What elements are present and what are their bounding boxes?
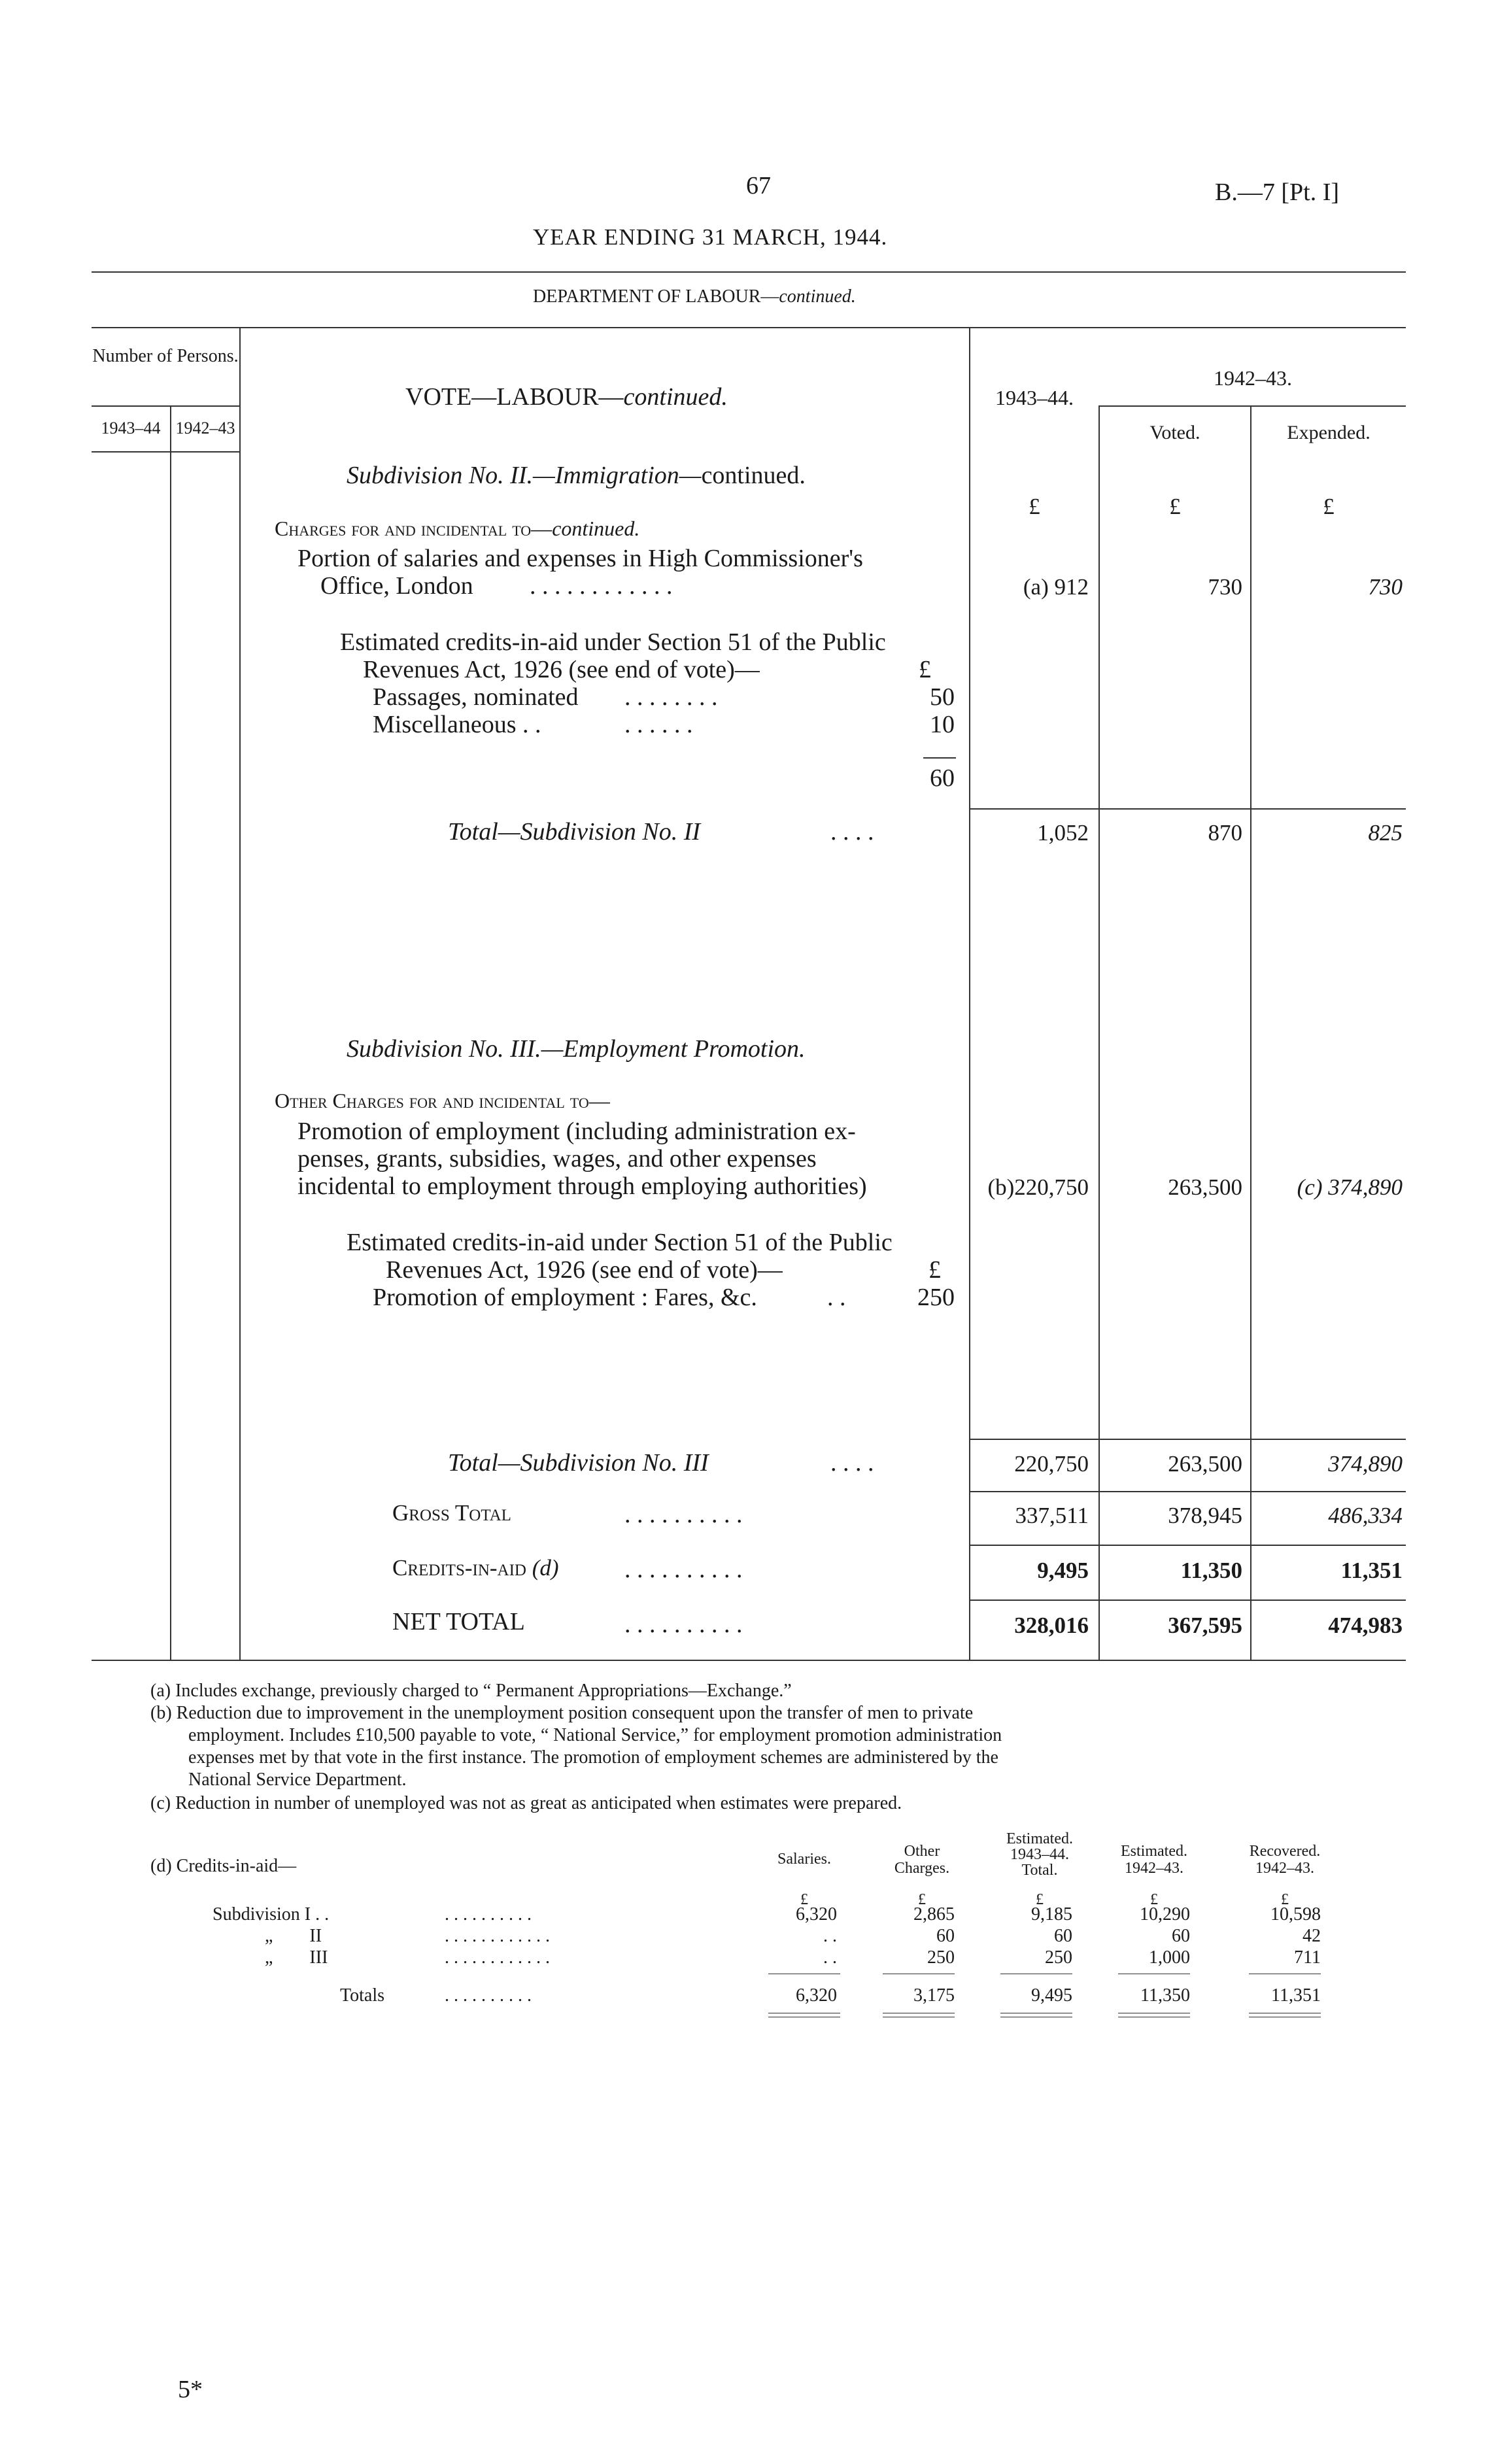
page-title: YEAR ENDING 31 MARCH, 1944. bbox=[533, 224, 888, 250]
col-divider-persons bbox=[239, 327, 241, 1661]
sub3-item-voted: 263,500 bbox=[1168, 1174, 1242, 1200]
pound-expended: £ bbox=[1323, 494, 1335, 519]
net-total-dots: . . . . . . . . . . bbox=[624, 1611, 743, 1638]
sub2-item-line2: Office, London bbox=[320, 572, 473, 600]
sub3-credit1-dots: . . bbox=[827, 1284, 846, 1311]
credits-totals-est43: 11,350 bbox=[1140, 1985, 1190, 2006]
credits-totals-est44: 9,495 bbox=[1031, 1985, 1072, 2006]
sub2-credit1-dots: . . . . . . . . bbox=[624, 683, 718, 711]
sub2-item-dots: . . . . . . . . . . . . bbox=[530, 572, 673, 600]
footnote-b: (b) Reduction due to improvement in the unemployment position consequent upon the transfer of men to private bbox=[150, 1703, 974, 1723]
sub3-item-1943: (b)220,750 bbox=[987, 1174, 1089, 1200]
footnote-b-line2: employment. Includes £10,500 payable to vote, “ National Service,” for employment promotion administration bbox=[188, 1725, 1002, 1745]
credits-rec-header: Recovered. 1942–43. bbox=[1249, 1843, 1321, 1877]
sub3-total-label: Total—Subdivision No. III bbox=[448, 1449, 709, 1477]
credits-in-aid-1943: 9,495 bbox=[1037, 1558, 1089, 1583]
credits-pound-rec: £ bbox=[1281, 1891, 1289, 1908]
expended-header: Expended. bbox=[1287, 422, 1370, 443]
credits-in-aid-expended: 11,351 bbox=[1340, 1558, 1403, 1583]
credits-row-dots: . . . . . . . . . . . . bbox=[445, 1926, 550, 1946]
sub2-credit2-label: Miscellaneous . . bbox=[373, 711, 541, 738]
credits-totals-salaries: 6,320 bbox=[796, 1985, 837, 2006]
credits-row-other: 60 bbox=[936, 1926, 955, 1946]
persons-subheader-rule bbox=[92, 405, 239, 407]
credits-totals-other: 3,175 bbox=[913, 1985, 955, 2006]
sub3-total-voted: 263,500 bbox=[1168, 1451, 1242, 1477]
credits-row-label: Subdivision I . . bbox=[213, 1904, 330, 1925]
net-total-voted: 367,595 bbox=[1168, 1613, 1242, 1638]
sub2-total-rule bbox=[970, 808, 1406, 810]
persons-1942-header: 1942–43 bbox=[175, 419, 235, 437]
net-total-1943: 328,016 bbox=[1014, 1613, 1089, 1638]
credits-row-dots: . . . . . . . . . . . . bbox=[445, 1947, 550, 1968]
subdivision-3-heading: Subdivision No. III.—Employment Promotion. bbox=[347, 1035, 806, 1063]
credits-est43-header: Estimated. 1942–43. bbox=[1121, 1843, 1187, 1877]
sub3-credits-pound: £ bbox=[928, 1256, 941, 1284]
footnote-b-line4: National Service Department. bbox=[188, 1770, 407, 1790]
credits-row-est44: 9,185 bbox=[1031, 1904, 1072, 1925]
gross-total-label: Gross Total bbox=[392, 1500, 511, 1526]
number-of-persons-header: Number of Persons. bbox=[92, 346, 239, 366]
credits-table-label: (d) Credits-in-aid— bbox=[150, 1856, 297, 1876]
sub2-credits-total: 60 bbox=[930, 764, 955, 792]
credits-row-rec: 711 bbox=[1294, 1947, 1321, 1968]
credits-rule bbox=[970, 1545, 1406, 1546]
footnote-b-line3: expenses met by that vote in the first instance. The promotion of employment schemes are administered by the bbox=[188, 1747, 998, 1768]
subdivision-2-heading: Subdivision No. II.—Immigration—continued. bbox=[347, 462, 806, 489]
sub2-total-label: Total—Subdivision No. II bbox=[448, 818, 701, 846]
credits-totals-label: Totals bbox=[340, 1985, 385, 2006]
sub2-credit2-dots: . . . . . . bbox=[624, 711, 693, 738]
sub3-total-expended: 374,890 bbox=[1328, 1451, 1403, 1477]
credits-row-est44: 60 bbox=[1054, 1926, 1072, 1946]
credits-row-est43: 10,290 bbox=[1140, 1904, 1190, 1925]
credits-in-aid-label: Credits-in-aid (d) bbox=[392, 1555, 559, 1581]
col-1942-header: 1942–43. bbox=[1214, 366, 1292, 390]
sub2-credit2-value: 10 bbox=[930, 711, 955, 738]
credits-pound-est43: £ bbox=[1150, 1891, 1158, 1908]
credits-salaries-header: Salaries. bbox=[777, 1851, 831, 1868]
net-total-label: NET TOTAL bbox=[392, 1608, 525, 1635]
credits-row-est43: 1,000 bbox=[1149, 1947, 1190, 1968]
sub2-credits-rule bbox=[923, 757, 956, 759]
col-divider-expended bbox=[1250, 405, 1251, 1661]
sub3-item-line3: incidental to employment through employing authorities) bbox=[298, 1172, 867, 1200]
page-number: 67 bbox=[746, 172, 771, 199]
credits-pound-other: £ bbox=[918, 1891, 926, 1908]
table-bottom-rule bbox=[92, 1660, 1406, 1661]
credits-row-est43: 60 bbox=[1172, 1926, 1190, 1946]
credits-row-other: 2,865 bbox=[913, 1904, 955, 1925]
persons-1943-header: 1943–44 bbox=[101, 419, 161, 437]
footnote-c: (c) Reduction in number of unemployed was not as great as anticipated when estimates were prepared. bbox=[150, 1793, 902, 1813]
sub2-item-voted: 730 bbox=[1208, 574, 1242, 600]
sub3-credits-line2: Revenues Act, 1926 (see end of vote)— bbox=[386, 1256, 783, 1284]
gross-total-1943: 337,511 bbox=[1015, 1503, 1089, 1528]
sub2-item-expended: 730 bbox=[1368, 574, 1403, 600]
credits-est44-header: Estimated. 1943–44. Total. bbox=[1006, 1830, 1073, 1879]
gross-rule bbox=[970, 1491, 1406, 1492]
sub2-item-1943: (a) 912 bbox=[1023, 574, 1089, 600]
credits-totals-dots: . . . . . . . . . . bbox=[445, 1985, 532, 2006]
col-divider-years bbox=[170, 407, 171, 1661]
sub2-total-1943: 1,052 bbox=[1037, 820, 1089, 846]
credits-row-label: „ III bbox=[265, 1947, 328, 1968]
credits-other-header: Other Charges. bbox=[894, 1843, 950, 1877]
credits-row-est44: 250 bbox=[1045, 1947, 1072, 1968]
sub3-item-line2: penses, grants, subsidies, wages, and other expenses bbox=[298, 1145, 817, 1172]
net-rule bbox=[970, 1600, 1406, 1601]
sub3-charges-heading: Other Charges for and incidental to— bbox=[275, 1089, 610, 1112]
sub2-credits-line2: Revenues Act, 1926 (see end of vote)— bbox=[363, 656, 760, 683]
pound-voted: £ bbox=[1169, 494, 1181, 519]
sub3-credit1-value: 250 bbox=[917, 1284, 955, 1311]
credits-row-dots: . . . . . . . . . . bbox=[445, 1904, 532, 1925]
table-top-rule bbox=[92, 327, 1406, 328]
credits-row-label: „ II bbox=[265, 1926, 322, 1946]
footnote-a: (a) Includes exchange, previously charged to “ Permanent Appropriations—Exchange.” bbox=[150, 1681, 792, 1701]
net-total-expended: 474,983 bbox=[1328, 1613, 1403, 1638]
sub3-item-expended: (c) 374,890 bbox=[1297, 1174, 1403, 1200]
sub3-total-1943: 220,750 bbox=[1014, 1451, 1089, 1477]
col-divider-voted bbox=[1098, 405, 1100, 1661]
page-reference: B.—7 [Pt. I] bbox=[1215, 179, 1339, 206]
gross-total-dots: . . . . . . . . . . bbox=[624, 1501, 743, 1528]
credits-row-salaries: 6,320 bbox=[796, 1904, 837, 1925]
sub2-credit1-label: Passages, nominated bbox=[373, 683, 579, 711]
sub3-item-line1: Promotion of employment (including administration ex- bbox=[298, 1118, 856, 1145]
sub2-total-dots: . . . . bbox=[830, 818, 874, 846]
pound-1943: £ bbox=[1029, 494, 1040, 519]
gross-total-expended: 486,334 bbox=[1328, 1503, 1403, 1528]
sub3-credits-line1: Estimated credits-in-aid under Section 51 of the Public bbox=[347, 1229, 893, 1256]
sub2-credits-line1: Estimated credits-in-aid under Section 51 of the Public bbox=[340, 628, 886, 656]
credits-totals-rec: 11,351 bbox=[1271, 1985, 1321, 2006]
credits-pound-est44: £ bbox=[1036, 1891, 1044, 1908]
credits-row-salaries: . . bbox=[823, 1947, 837, 1968]
department-heading: DEPARTMENT OF LABOUR—continued. bbox=[533, 286, 856, 307]
sub3-credit1-label: Promotion of employment : Fares, &c. bbox=[373, 1284, 757, 1311]
page-signature: 5* bbox=[178, 2376, 203, 2403]
vote-title: VOTE—LABOUR—continued. bbox=[405, 383, 728, 411]
credits-row-rec: 42 bbox=[1302, 1926, 1321, 1946]
col-1943-header: 1943–44. bbox=[995, 386, 1074, 409]
credits-pound-salaries: £ bbox=[800, 1891, 808, 1908]
sub2-total-expended: 825 bbox=[1368, 820, 1403, 846]
gross-total-voted: 378,945 bbox=[1168, 1503, 1242, 1528]
voted-header: Voted. bbox=[1149, 422, 1200, 443]
credits-row-rec: 10,598 bbox=[1270, 1904, 1321, 1925]
header-rule bbox=[92, 271, 1406, 273]
sub2-credits-pound: £ bbox=[919, 656, 931, 683]
sub3-total-dots: . . . . bbox=[830, 1449, 874, 1477]
sub2-total-voted: 870 bbox=[1208, 820, 1242, 846]
sub2-charges-heading: Charges for and incidental to—continued. bbox=[275, 517, 640, 540]
sub2-item-line1: Portion of salaries and expenses in High Commissioner's bbox=[298, 545, 863, 572]
sub3-total-rule bbox=[970, 1439, 1406, 1440]
credits-row-other: 250 bbox=[927, 1947, 955, 1968]
year-1942-subheader-rule bbox=[1098, 405, 1406, 407]
credits-in-aid-voted: 11,350 bbox=[1180, 1558, 1242, 1583]
sub2-credit1-value: 50 bbox=[930, 683, 955, 711]
credits-in-aid-dots: . . . . . . . . . . bbox=[624, 1556, 743, 1583]
credits-row-salaries: . . bbox=[823, 1926, 837, 1946]
persons-year-rule bbox=[92, 451, 239, 453]
